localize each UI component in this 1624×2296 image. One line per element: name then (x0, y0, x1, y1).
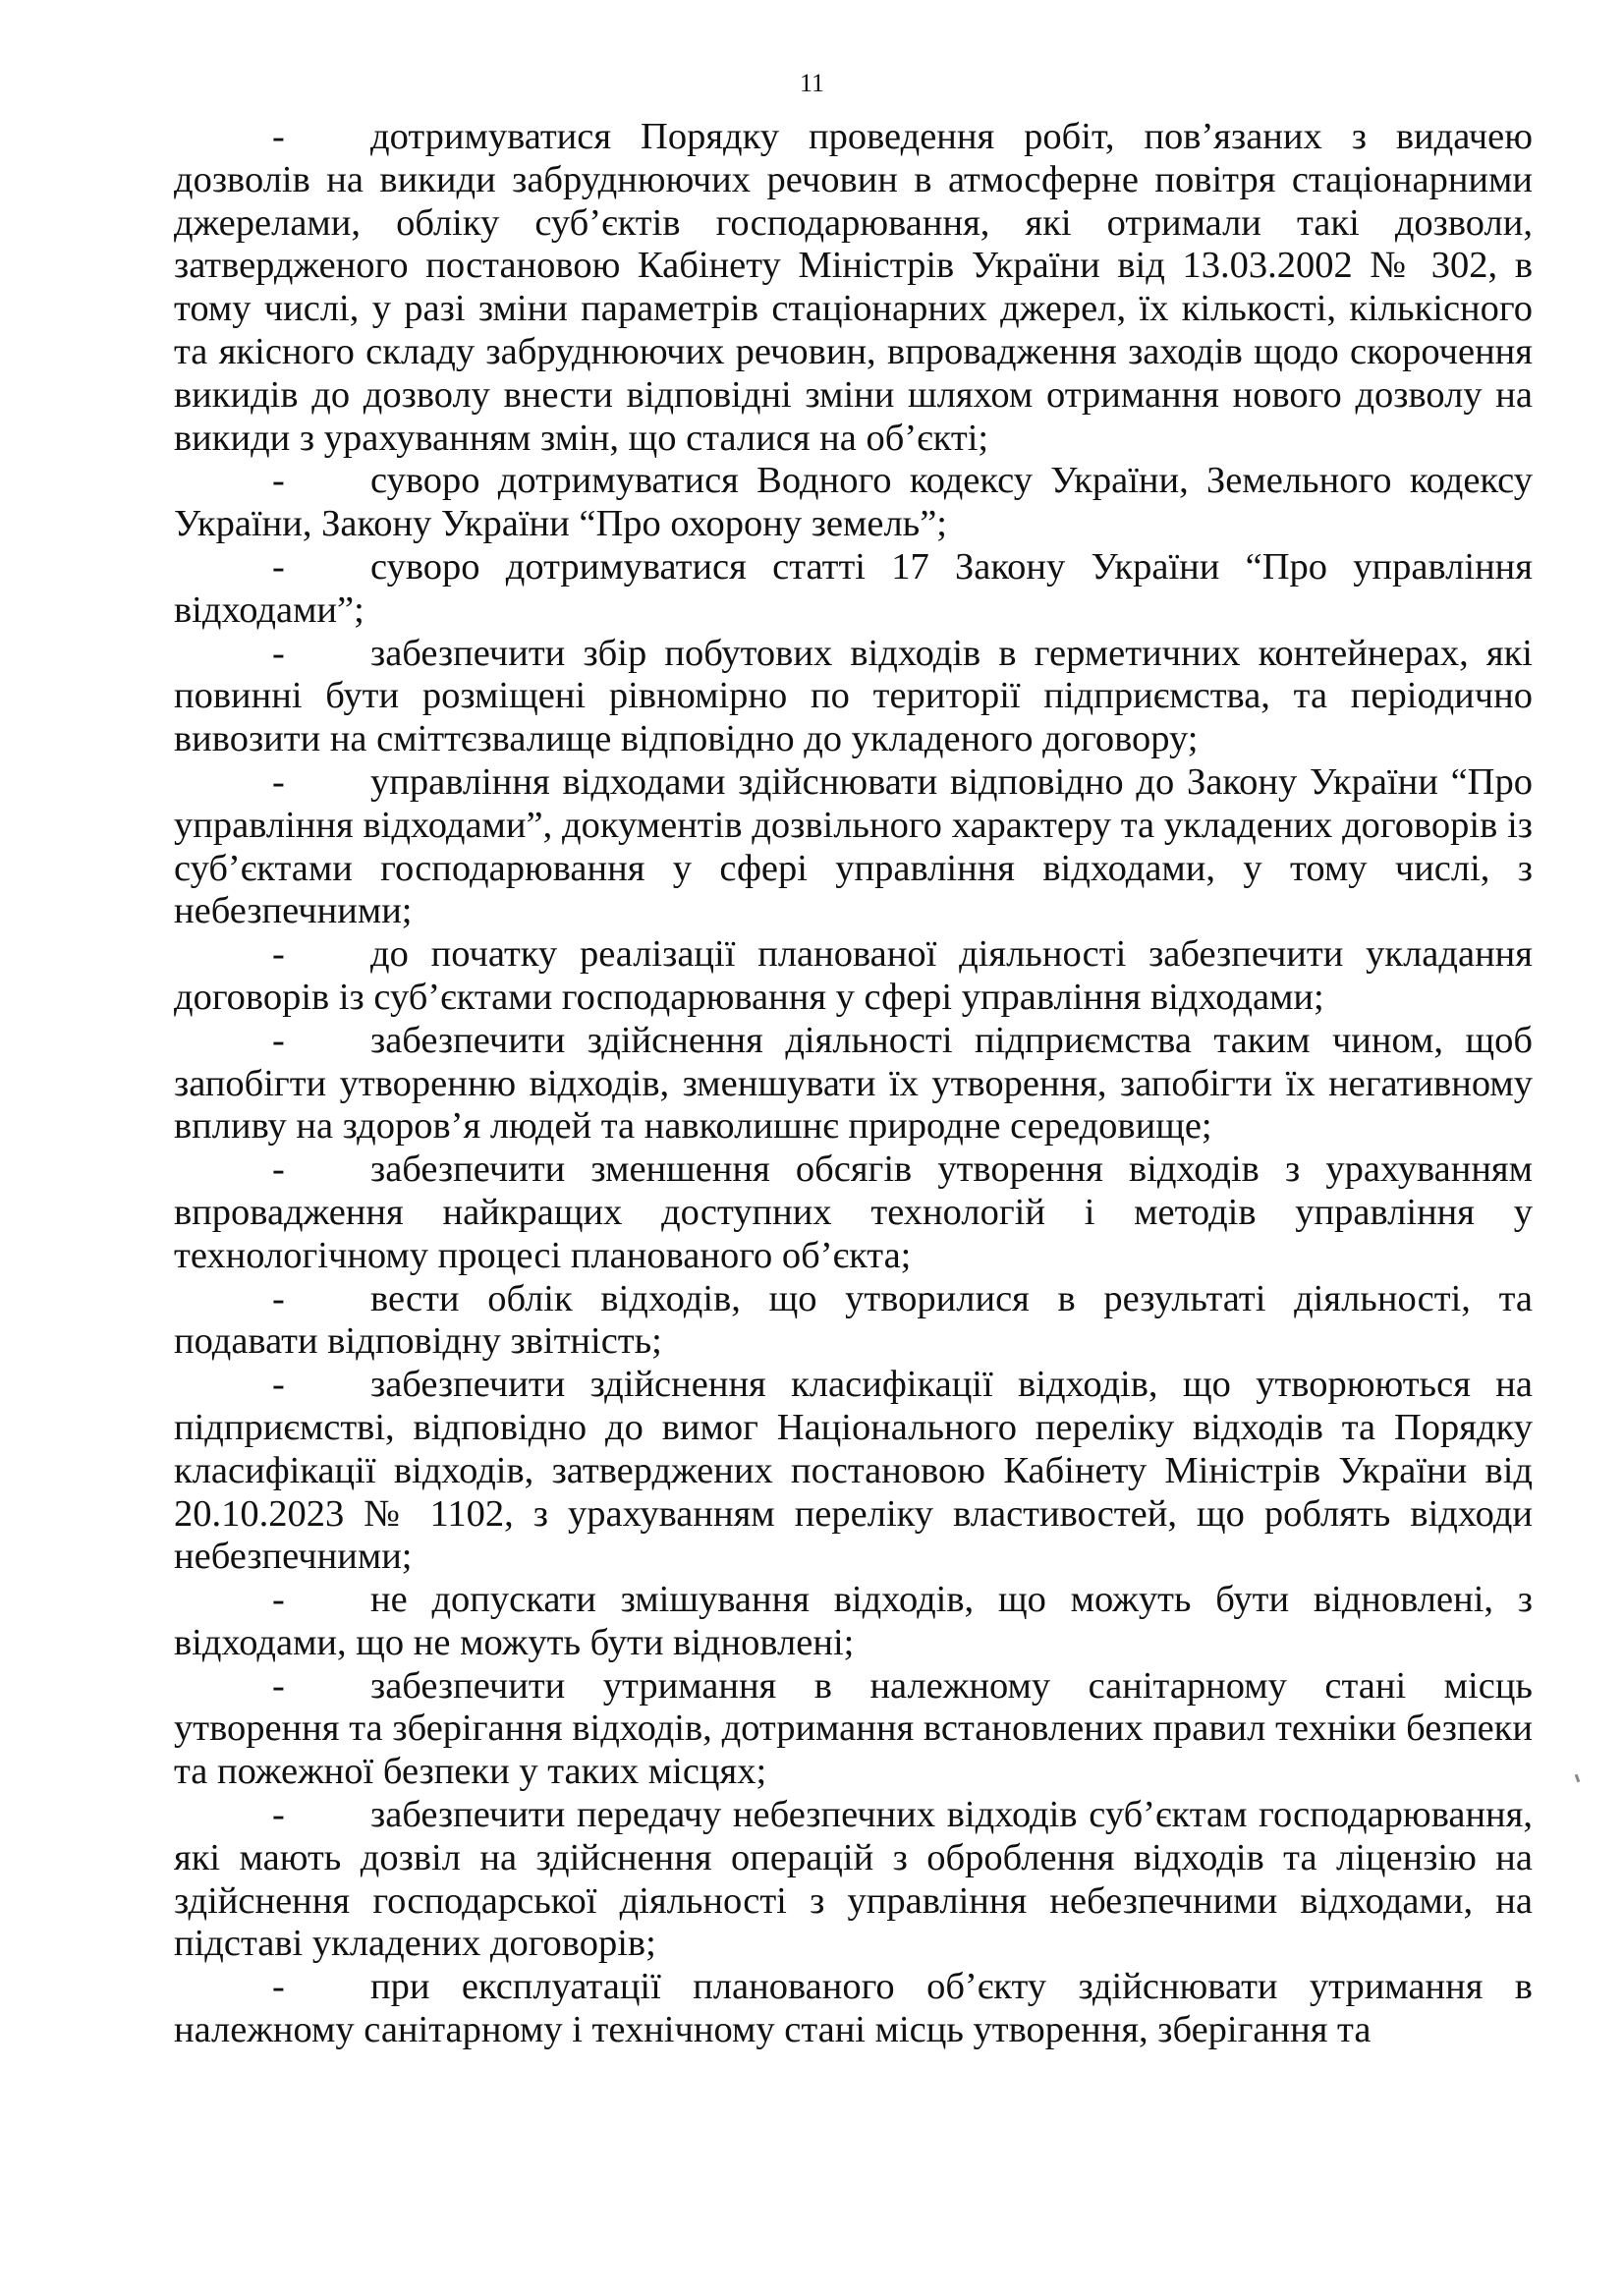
list-bullet: - (272, 933, 285, 976)
scan-speck (1575, 1774, 1581, 1783)
page-number: 11 (799, 69, 825, 97)
list-item-text: забезпечити зменшення обсягів утворення відходів з урахуванням впровадження найкращих доступних технологій і методів управління у технологічному процесі планованого об’єкта; (174, 1148, 1533, 1276)
list-item (174, 116, 1533, 460)
list-item (174, 1278, 1533, 1365)
list-item-text: не допускати змішування відходів, що можуть бути відновлені, з відходами, що не можуть бути відновлені; (174, 1579, 1533, 1663)
list-bullet: - (272, 1364, 285, 1406)
requirements-list (174, 116, 1533, 2052)
list-bullet: - (272, 460, 285, 502)
list-item (174, 1966, 1533, 2052)
list-item-text: забезпечити здійснення класифікації відходів, що утворюються на підприємстві, відповідно до вимог Національного переліку відходів та Порядку класифікації відходів, затверджених постановою Кабінету Міністрів України від 20.10.2023 № 1102, з урахуванням переліку властивостей, що роблять відходи небезпечними; (174, 1364, 1533, 1578)
list-item (174, 1364, 1533, 1579)
list-bullet: - (272, 1794, 285, 1836)
list-item-text: вести облік відходів, що утворилися в результаті діяльності, та подавати відповідну звітність; (174, 1277, 1533, 1363)
list-item (174, 1020, 1533, 1148)
list-item-text: дотримуватися Порядку проведення робіт, пов’язаних з видачею дозволів на викиди забруднюючих речовин в атмосферне повітря стаціонарними джерелами, обліку суб’єктів господарювання, які отримали такі дозволи, затвердженого постановою Кабінету Міністрів України від 13.03.2002 № 302, в тому числі, у разі зміни параметрів стаціонарних джерел, їх кількості, кількісного та якісного складу забруднюючих речовин, впровадження заходів щодо скорочення викидів до дозволу внести відповідні зміни шляхом отримання нового дозволу на викиди з урахуванням змін, що сталися на об’єкті; (174, 116, 1533, 459)
list-item-text: забезпечити здійснення діяльності підприємства таким чином, щоб запобігти утворенню відходів, зменшувати їх утворення, запобігти їх негативному впливу на здоров’я людей та навколишнє природне середовище; (174, 1019, 1533, 1148)
list-item (174, 1794, 1533, 1966)
list-bullet: - (272, 632, 285, 674)
list-item (174, 1579, 1533, 1665)
list-bullet: - (272, 1579, 285, 1621)
list-item-text: до початку реалізації планованої діяльності забезпечити укладання договорів із суб’єктами господарювання у сфері управління відходами; (174, 933, 1533, 1018)
list-bullet: - (272, 1277, 285, 1319)
list-bullet: - (272, 545, 285, 588)
list-item-text: суворо дотримуватися Водного кодексу України, Земельного кодексу України, Закону України “Про охорону земель”; (174, 460, 1533, 545)
list-bullet: - (272, 1019, 285, 1061)
list-bullet: - (272, 1966, 285, 2008)
list-item (174, 460, 1533, 546)
list-item-text: суворо дотримуватися статті 17 Закону України “Про управління відходами”; (174, 545, 1533, 631)
list-bullet: - (272, 760, 285, 803)
list-item-text: при експлуатації планованого об’єкту здійснювати утримання в належному санітарному і технічному стані місць утворення, зберігання та (174, 1966, 1533, 2051)
list-bullet: - (272, 116, 285, 157)
list-item-text: управління відходами здійснювати відповідно до Закону України “Про управління відходами”, документів дозвільного характеру та укладених договорів із суб’єктами господарювання у сфері управління відходами, у тому числі, з небезпечними; (174, 760, 1533, 932)
list-item (174, 761, 1533, 933)
list-bullet: - (272, 1148, 285, 1191)
list-item (174, 1148, 1533, 1277)
list-item (174, 633, 1533, 761)
list-item (174, 546, 1533, 633)
list-item-text: забезпечити утримання в належному санітарному стані місць утворення та зберігання відходів, дотримання встановлених правил техніки безпеки та пожежної безпеки у таких місцях; (174, 1664, 1533, 1793)
list-item (174, 1665, 1533, 1794)
list-item-text: забезпечити передачу небезпечних відходів суб’єктам господарювання, які мають дозвіл на здійснення операцій з оброблення відходів та ліцензію на здійснення господарської діяльності з управління небезпечними відходами, на підставі укладених договорів; (174, 1794, 1533, 1965)
list-item-text: забезпечити збір побутових відходів в герметичних контейнерах, які повинні бути розміщені рівномірно по території підприємства, та періодично вивозити на сміттєзвалище відповідно до укладеного договору; (174, 632, 1533, 760)
list-item (174, 933, 1533, 1020)
list-bullet: - (272, 1664, 285, 1707)
